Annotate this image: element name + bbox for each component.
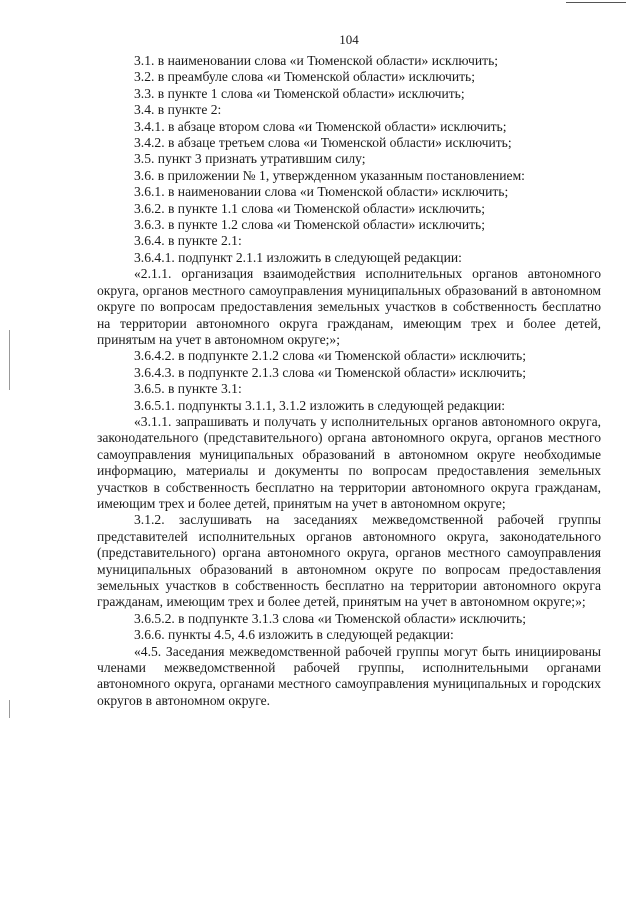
paragraph: 3.6.4.2. в подпункте 2.1.2 слова «и Тюменской области» исключить;: [134, 348, 527, 364]
paragraph: 3.1.2. заслушивать на заседаниях межведомственной рабочей группы представителей исполнительных органов автономного округа, законодательного (представительного) органа автономного округа, органов местного самоуправления муниципальных образований в автономном округе по вопросам предоставления земельных участков в собственность бесплатно на территории автономного округа гражданам, имеющим трех и более детей, принятым на учет в автономном округе;»;: [97, 512, 601, 610]
paragraph: 3.2. в преамбуле слова «и Тюменской области» исключить;: [134, 69, 476, 85]
paragraph: 3.1. в наименовании слова «и Тюменской области» исключить;: [134, 53, 499, 68]
paragraph: 3.4.2. в абзаце третьем слова «и Тюменской области» исключить;: [134, 135, 512, 151]
paragraph: 3.6.1. в наименовании слова «и Тюменской области» исключить;: [134, 184, 509, 200]
paragraph: 3.6.5.1. подпункты 3.1.1, 3.1.2 изложить в следующей редакции:: [134, 397, 506, 413]
paragraph: 3.6.4.1. подпункт 2.1.1 изложить в следующей редакции:: [134, 249, 462, 265]
paragraph: 3.4. в пункте 2:: [134, 102, 222, 118]
paragraph: 3.6.4. в пункте 2.1:: [134, 233, 242, 249]
paragraph: 3.4.1. в абзаце втором слова «и Тюменской области» исключить;: [134, 118, 507, 134]
page-number: 104: [339, 32, 359, 47]
paragraph: 3.6.2. в пункте 1.1 слова «и Тюменской области» исключить;: [134, 200, 486, 216]
top-edge-rule: [566, 2, 626, 3]
paragraph: «2.1.1. организация взаимодействия исполнительных органов автономного округа, органов местного самоуправления муниципальных образований в автономном округе по вопросам предоставления земельных участков в собственность бесплатно на территории автономного округа гражданам, имеющим трех и более детей, принятым на учет в автономном округе;»;: [97, 266, 601, 347]
paragraph: «4.5. Заседания межведомственной рабочей группы могут быть инициированы членами межведомственной рабочей группы, исполнительными органами автономного округа, органами местного самоуправления муниципальных и городских округов в автономном округе.: [97, 643, 601, 708]
paragraph: 3.3. в пункте 1 слова «и Тюменской области» исключить;: [134, 85, 465, 101]
paragraph: 3.6.5. в пункте 3.1:: [134, 381, 242, 397]
paragraph: 3.6.5.2. в подпункте 3.1.3 слова «и Тюменской области» исключить;: [134, 610, 527, 626]
paragraph: 3.6.3. в пункте 1.2 слова «и Тюменской области» исключить;: [134, 217, 486, 233]
paragraph: 3.5. пункт 3 признать утратившим силу;: [134, 151, 366, 167]
paragraph: 3.6.6. пункты 4.5, 4.6 изложить в следующей редакции:: [134, 627, 454, 643]
paragraph: «3.1.1. запрашивать и получать у исполнительных органов автономного округа, законодательного (представительного) органа автономного округа, органов местного самоуправления муниципальных образований в автономном округе необходимые информацию, материалы и документы по вопросам предоставления земельных участков в собственность бесплатно на территории автономного округа гражданам, имеющим трех и более детей, принятым на учет в автономном округе;: [97, 413, 601, 511]
binding-margin-mark: [9, 700, 10, 718]
document-body: [97, 53, 601, 709]
binding-margin-mark: [9, 330, 10, 390]
paragraph: 3.6. в приложении № 1, утвержденном указанным постановлением:: [134, 167, 525, 183]
paragraph: 3.6.4.3. в подпункте 2.1.3 слова «и Тюменской области» исключить;: [134, 364, 527, 380]
